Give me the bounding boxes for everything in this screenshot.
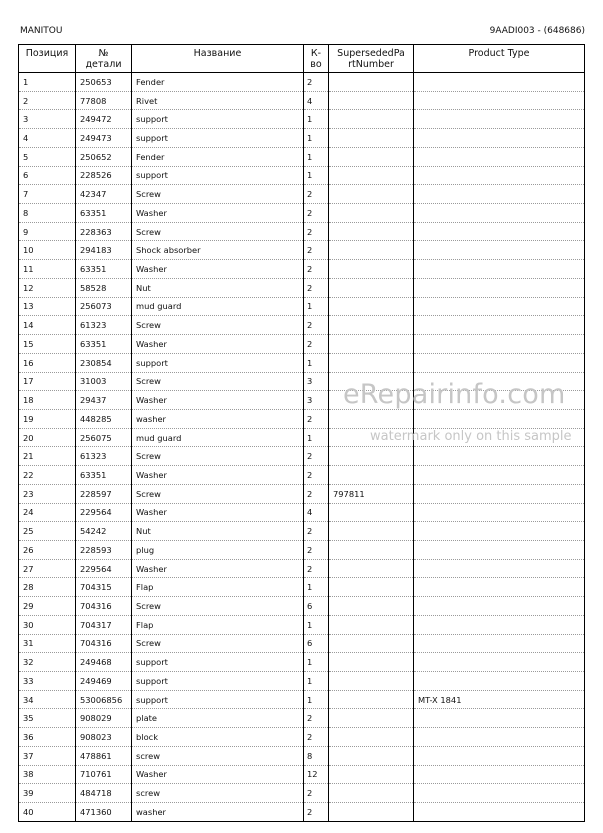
cell-part-number: 249472 xyxy=(76,110,132,129)
cell-name: Screw xyxy=(132,597,304,616)
table-row xyxy=(19,316,585,335)
table-row xyxy=(19,91,585,110)
cell-product-type xyxy=(414,409,585,428)
table-row xyxy=(19,690,585,709)
cell-position: 13 xyxy=(19,297,76,316)
cell-quantity: 1 xyxy=(304,653,329,672)
cell-quantity: 2 xyxy=(304,540,329,559)
cell-name: Nut xyxy=(132,522,304,541)
table-row xyxy=(19,278,585,297)
cell-product-type xyxy=(414,653,585,672)
cell-position: 36 xyxy=(19,728,76,747)
cell-name: Screw xyxy=(132,447,304,466)
table-row xyxy=(19,672,585,691)
cell-quantity: 2 xyxy=(304,241,329,260)
cell-part-number: 471360 xyxy=(76,803,132,822)
cell-superseded xyxy=(329,784,414,803)
cell-superseded xyxy=(329,466,414,485)
cell-name: Flap xyxy=(132,615,304,634)
cell-quantity: 1 xyxy=(304,110,329,129)
cell-quantity: 2 xyxy=(304,484,329,503)
cell-quantity: 1 xyxy=(304,428,329,447)
cell-quantity: 1 xyxy=(304,129,329,148)
cell-quantity: 4 xyxy=(304,503,329,522)
cell-position: 34 xyxy=(19,690,76,709)
cell-product-type xyxy=(414,503,585,522)
table-header-row xyxy=(19,45,585,73)
cell-quantity: 2 xyxy=(304,728,329,747)
cell-product-type xyxy=(414,466,585,485)
cell-product-type xyxy=(414,166,585,185)
cell-name: Fender xyxy=(132,147,304,166)
cell-quantity: 1 xyxy=(304,297,329,316)
table-row xyxy=(19,110,585,129)
cell-product-type xyxy=(414,559,585,578)
cell-name: Screw xyxy=(132,316,304,335)
cell-position: 31 xyxy=(19,634,76,653)
cell-part-number: 54242 xyxy=(76,522,132,541)
cell-position: 35 xyxy=(19,709,76,728)
cell-name: support xyxy=(132,166,304,185)
cell-product-type xyxy=(414,91,585,110)
cell-position: 2 xyxy=(19,91,76,110)
table-row xyxy=(19,559,585,578)
cell-superseded xyxy=(329,803,414,822)
cell-position: 20 xyxy=(19,428,76,447)
cell-quantity: 2 xyxy=(304,447,329,466)
parts-table-body xyxy=(19,73,585,822)
table-row xyxy=(19,204,585,223)
cell-part-number: 250653 xyxy=(76,73,132,92)
cell-quantity: 1 xyxy=(304,147,329,166)
table-row xyxy=(19,597,585,616)
cell-position: 6 xyxy=(19,166,76,185)
cell-superseded xyxy=(329,728,414,747)
cell-product-type xyxy=(414,672,585,691)
table-row xyxy=(19,540,585,559)
table-row xyxy=(19,335,585,354)
cell-product-type xyxy=(414,522,585,541)
cell-position: 33 xyxy=(19,672,76,691)
cell-quantity: 2 xyxy=(304,335,329,354)
table-row xyxy=(19,241,585,260)
table-row xyxy=(19,522,585,541)
cell-name: Washer xyxy=(132,466,304,485)
cell-superseded xyxy=(329,204,414,223)
cell-position: 22 xyxy=(19,466,76,485)
cell-name: plate xyxy=(132,709,304,728)
cell-quantity: 8 xyxy=(304,746,329,765)
cell-name: Rivet xyxy=(132,91,304,110)
cell-quantity: 2 xyxy=(304,522,329,541)
cell-position: 16 xyxy=(19,353,76,372)
cell-position: 30 xyxy=(19,615,76,634)
cell-position: 40 xyxy=(19,803,76,822)
cell-quantity: 1 xyxy=(304,615,329,634)
cell-part-number: 250652 xyxy=(76,147,132,166)
cell-part-number: 249468 xyxy=(76,653,132,672)
cell-position: 5 xyxy=(19,147,76,166)
cell-superseded xyxy=(329,185,414,204)
cell-name: support xyxy=(132,110,304,129)
cell-superseded: 797811 xyxy=(329,484,414,503)
cell-product-type xyxy=(414,765,585,784)
cell-product-type xyxy=(414,540,585,559)
cell-part-number: 484718 xyxy=(76,784,132,803)
table-row xyxy=(19,503,585,522)
cell-quantity: 1 xyxy=(304,672,329,691)
cell-quantity: 6 xyxy=(304,597,329,616)
cell-part-number: 58528 xyxy=(76,278,132,297)
cell-product-type xyxy=(414,222,585,241)
cell-name: Washer xyxy=(132,559,304,578)
cell-superseded xyxy=(329,597,414,616)
cell-quantity: 2 xyxy=(304,784,329,803)
cell-quantity: 3 xyxy=(304,391,329,410)
cell-position: 3 xyxy=(19,110,76,129)
table-row xyxy=(19,185,585,204)
cell-superseded xyxy=(329,765,414,784)
cell-product-type xyxy=(414,129,585,148)
cell-part-number: 704316 xyxy=(76,597,132,616)
cell-name: Screw xyxy=(132,185,304,204)
column-header-name: Название xyxy=(132,45,304,73)
cell-superseded xyxy=(329,222,414,241)
cell-quantity: 1 xyxy=(304,578,329,597)
cell-part-number: 42347 xyxy=(76,185,132,204)
cell-position: 24 xyxy=(19,503,76,522)
cell-part-number: 704316 xyxy=(76,634,132,653)
document-code: 9AADI003 - (648686) xyxy=(489,26,585,36)
cell-superseded xyxy=(329,260,414,279)
cell-product-type xyxy=(414,634,585,653)
cell-quantity: 1 xyxy=(304,353,329,372)
cell-superseded xyxy=(329,746,414,765)
cell-part-number: 63351 xyxy=(76,335,132,354)
cell-name: washer xyxy=(132,803,304,822)
cell-position: 4 xyxy=(19,129,76,148)
cell-position: 28 xyxy=(19,578,76,597)
cell-part-number: 256075 xyxy=(76,428,132,447)
table-row xyxy=(19,409,585,428)
cell-part-number: 908029 xyxy=(76,709,132,728)
cell-quantity: 2 xyxy=(304,278,329,297)
cell-position: 37 xyxy=(19,746,76,765)
cell-part-number: 77808 xyxy=(76,91,132,110)
cell-part-number: 61323 xyxy=(76,316,132,335)
cell-quantity: 2 xyxy=(304,185,329,204)
cell-name: Fender xyxy=(132,73,304,92)
cell-superseded xyxy=(329,447,414,466)
cell-product-type xyxy=(414,110,585,129)
table-row xyxy=(19,746,585,765)
cell-part-number: 29437 xyxy=(76,391,132,410)
cell-part-number: 704317 xyxy=(76,615,132,634)
cell-superseded xyxy=(329,690,414,709)
cell-name: support xyxy=(132,690,304,709)
cell-position: 18 xyxy=(19,391,76,410)
cell-position: 23 xyxy=(19,484,76,503)
cell-part-number: 63351 xyxy=(76,466,132,485)
column-header-part-number: № детали xyxy=(76,45,132,73)
cell-part-number: 249469 xyxy=(76,672,132,691)
table-row xyxy=(19,784,585,803)
cell-product-type xyxy=(414,615,585,634)
column-header-position: Позиция xyxy=(19,45,76,73)
cell-product-type xyxy=(414,728,585,747)
cell-superseded xyxy=(329,110,414,129)
cell-quantity: 1 xyxy=(304,166,329,185)
cell-superseded xyxy=(329,353,414,372)
cell-superseded xyxy=(329,578,414,597)
cell-quantity: 3 xyxy=(304,372,329,391)
cell-product-type xyxy=(414,597,585,616)
cell-superseded xyxy=(329,559,414,578)
cell-quantity: 2 xyxy=(304,559,329,578)
cell-superseded xyxy=(329,540,414,559)
cell-product-type: MT-X 1841 xyxy=(414,690,585,709)
cell-part-number: 230854 xyxy=(76,353,132,372)
cell-part-number: 908023 xyxy=(76,728,132,747)
cell-position: 14 xyxy=(19,316,76,335)
cell-product-type xyxy=(414,353,585,372)
cell-name: block xyxy=(132,728,304,747)
cell-superseded xyxy=(329,522,414,541)
cell-name: Washer xyxy=(132,335,304,354)
cell-name: mud guard xyxy=(132,297,304,316)
cell-name: Nut xyxy=(132,278,304,297)
cell-position: 21 xyxy=(19,447,76,466)
cell-part-number: 256073 xyxy=(76,297,132,316)
cell-name: Washer xyxy=(132,260,304,279)
cell-position: 11 xyxy=(19,260,76,279)
cell-name: Shock absorber xyxy=(132,241,304,260)
cell-product-type xyxy=(414,297,585,316)
cell-product-type xyxy=(414,484,585,503)
cell-name: screw xyxy=(132,746,304,765)
cell-product-type xyxy=(414,709,585,728)
cell-position: 39 xyxy=(19,784,76,803)
cell-position: 17 xyxy=(19,372,76,391)
cell-position: 9 xyxy=(19,222,76,241)
cell-superseded xyxy=(329,316,414,335)
cell-superseded xyxy=(329,634,414,653)
brand-header: MANITOU xyxy=(20,26,63,36)
table-row xyxy=(19,129,585,148)
table-row xyxy=(19,147,585,166)
cell-product-type xyxy=(414,241,585,260)
cell-superseded xyxy=(329,278,414,297)
cell-position: 8 xyxy=(19,204,76,223)
cell-position: 38 xyxy=(19,765,76,784)
cell-superseded xyxy=(329,335,414,354)
cell-position: 29 xyxy=(19,597,76,616)
cell-product-type xyxy=(414,746,585,765)
cell-name: screw xyxy=(132,784,304,803)
table-row xyxy=(19,447,585,466)
cell-part-number: 228593 xyxy=(76,540,132,559)
cell-product-type xyxy=(414,260,585,279)
cell-position: 25 xyxy=(19,522,76,541)
cell-product-type xyxy=(414,73,585,92)
table-row xyxy=(19,73,585,92)
cell-superseded xyxy=(329,129,414,148)
table-row xyxy=(19,260,585,279)
watermark-note: watermark only on this sample xyxy=(370,429,572,444)
cell-position: 32 xyxy=(19,653,76,672)
cell-name: washer xyxy=(132,409,304,428)
cell-superseded xyxy=(329,147,414,166)
cell-part-number: 61323 xyxy=(76,447,132,466)
cell-part-number: 228363 xyxy=(76,222,132,241)
column-header-product-type: Product Type xyxy=(414,45,585,73)
cell-part-number: 478861 xyxy=(76,746,132,765)
cell-quantity: 2 xyxy=(304,466,329,485)
cell-quantity: 2 xyxy=(304,316,329,335)
column-header-quantity: К- во xyxy=(304,45,329,73)
cell-name: Flap xyxy=(132,578,304,597)
cell-name: support xyxy=(132,653,304,672)
cell-position: 1 xyxy=(19,73,76,92)
cell-part-number: 229564 xyxy=(76,559,132,578)
cell-product-type xyxy=(414,335,585,354)
cell-product-type xyxy=(414,578,585,597)
table-row xyxy=(19,166,585,185)
cell-superseded xyxy=(329,709,414,728)
cell-product-type xyxy=(414,784,585,803)
cell-name: support xyxy=(132,353,304,372)
cell-product-type xyxy=(414,447,585,466)
table-row xyxy=(19,653,585,672)
cell-superseded xyxy=(329,166,414,185)
cell-quantity: 2 xyxy=(304,803,329,822)
cell-name: Screw xyxy=(132,634,304,653)
cell-position: 19 xyxy=(19,409,76,428)
cell-part-number: 53006856 xyxy=(76,690,132,709)
table-row xyxy=(19,765,585,784)
cell-product-type xyxy=(414,185,585,204)
cell-superseded xyxy=(329,297,414,316)
cell-part-number: 229564 xyxy=(76,503,132,522)
cell-part-number: 228526 xyxy=(76,166,132,185)
cell-name: Washer xyxy=(132,765,304,784)
cell-name: Washer xyxy=(132,391,304,410)
cell-quantity: 2 xyxy=(304,709,329,728)
cell-quantity: 4 xyxy=(304,91,329,110)
table-row xyxy=(19,466,585,485)
table-row xyxy=(19,578,585,597)
cell-quantity: 6 xyxy=(304,634,329,653)
table-row xyxy=(19,803,585,822)
cell-part-number: 704315 xyxy=(76,578,132,597)
cell-part-number: 228597 xyxy=(76,484,132,503)
cell-superseded xyxy=(329,91,414,110)
cell-superseded xyxy=(329,615,414,634)
cell-superseded xyxy=(329,653,414,672)
cell-quantity: 2 xyxy=(304,260,329,279)
cell-name: mud guard xyxy=(132,428,304,447)
watermark-site: eRepairinfo.com xyxy=(343,379,566,410)
table-row xyxy=(19,728,585,747)
cell-part-number: 710761 xyxy=(76,765,132,784)
table-row xyxy=(19,353,585,372)
cell-name: Washer xyxy=(132,204,304,223)
table-row xyxy=(19,484,585,503)
cell-superseded xyxy=(329,409,414,428)
table-row xyxy=(19,222,585,241)
cell-position: 12 xyxy=(19,278,76,297)
column-header-superseded: SupersededPa rtNumber xyxy=(329,45,414,73)
table-row xyxy=(19,615,585,634)
cell-product-type xyxy=(414,316,585,335)
cell-position: 10 xyxy=(19,241,76,260)
cell-position: 27 xyxy=(19,559,76,578)
cell-quantity: 2 xyxy=(304,204,329,223)
cell-product-type xyxy=(414,147,585,166)
cell-part-number: 448285 xyxy=(76,409,132,428)
cell-quantity: 1 xyxy=(304,690,329,709)
cell-product-type xyxy=(414,278,585,297)
cell-product-type xyxy=(414,204,585,223)
cell-name: support xyxy=(132,129,304,148)
cell-part-number: 249473 xyxy=(76,129,132,148)
cell-superseded xyxy=(329,672,414,691)
table-row xyxy=(19,297,585,316)
table-row xyxy=(19,709,585,728)
cell-part-number: 63351 xyxy=(76,204,132,223)
cell-quantity: 2 xyxy=(304,222,329,241)
cell-superseded xyxy=(329,503,414,522)
cell-name: Screw xyxy=(132,484,304,503)
cell-name: Washer xyxy=(132,503,304,522)
cell-name: Screw xyxy=(132,372,304,391)
cell-position: 15 xyxy=(19,335,76,354)
table-row xyxy=(19,634,585,653)
cell-name: support xyxy=(132,672,304,691)
cell-quantity: 2 xyxy=(304,409,329,428)
cell-quantity: 12 xyxy=(304,765,329,784)
cell-part-number: 31003 xyxy=(76,372,132,391)
cell-product-type xyxy=(414,803,585,822)
cell-name: Screw xyxy=(132,222,304,241)
cell-part-number: 63351 xyxy=(76,260,132,279)
cell-quantity: 2 xyxy=(304,73,329,92)
cell-position: 26 xyxy=(19,540,76,559)
cell-name: plug xyxy=(132,540,304,559)
cell-superseded xyxy=(329,73,414,92)
cell-superseded xyxy=(329,241,414,260)
cell-part-number: 294183 xyxy=(76,241,132,260)
cell-position: 7 xyxy=(19,185,76,204)
